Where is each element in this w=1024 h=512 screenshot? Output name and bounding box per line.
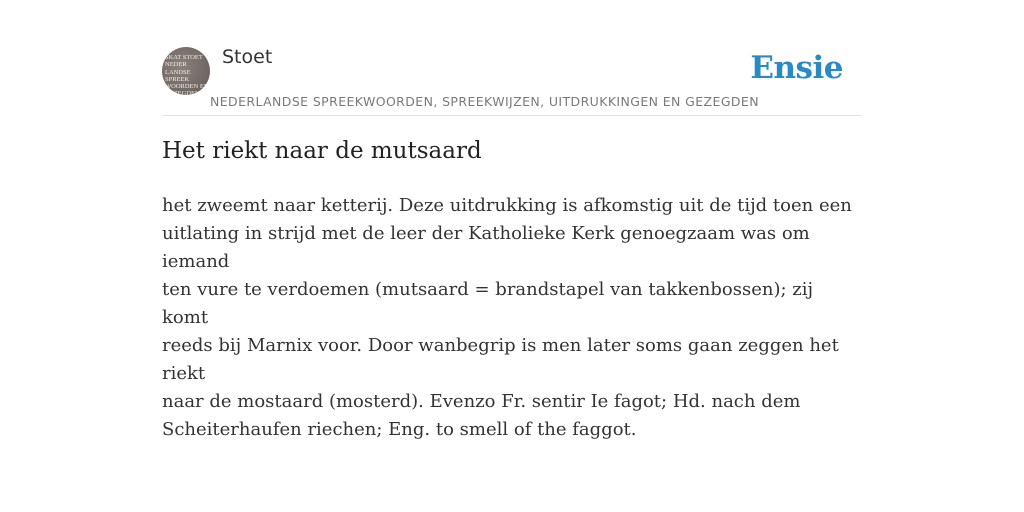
entry-body-line: het zweemt naar ketterij. Deze uitdrukking is afkomstig uit de tijd toen een <box>162 195 852 216</box>
entry-body-line: naar de mostaard (mosterd). Evenzo Fr. sentir Ie fagot; Hd. nach dem <box>162 391 801 412</box>
entry-body-line: ten vure te verdoemen (mutsaard = brandstapel van takkenbossen); zij komt <box>162 279 814 328</box>
author-name[interactable]: Stoet <box>222 46 273 68</box>
entry-body-line: Scheiterhaufen riechen; Eng. to smell of the faggot. <box>162 419 637 440</box>
ensie-logo[interactable]: Ensie <box>750 50 843 86</box>
entry-body-line: reeds bij Marnix voor. Door wanbegrip is men later soms gaan zeggen het riekt <box>162 335 839 384</box>
entry-body <box>162 192 852 444</box>
avatar-cover-text: SKAT STOET NEDER LANDSE SPREEK WOORDEN EN GEZEGDEN <box>165 54 209 95</box>
page-container <box>162 0 862 440</box>
entry-title: Het riekt naar de mutsaard <box>162 138 482 164</box>
entry-body-line: uitlating in strijd met de leer der Katholieke Kerk genoegzaam was om iemand <box>162 223 810 272</box>
source-subtitle[interactable]: NEDERLANDSE SPREEKWOORDEN, SPREEKWIJZEN, UITDRUKKINGEN EN GEZEGDEN <box>210 94 759 109</box>
source-header <box>162 0 862 116</box>
source-avatar[interactable] <box>162 47 210 95</box>
